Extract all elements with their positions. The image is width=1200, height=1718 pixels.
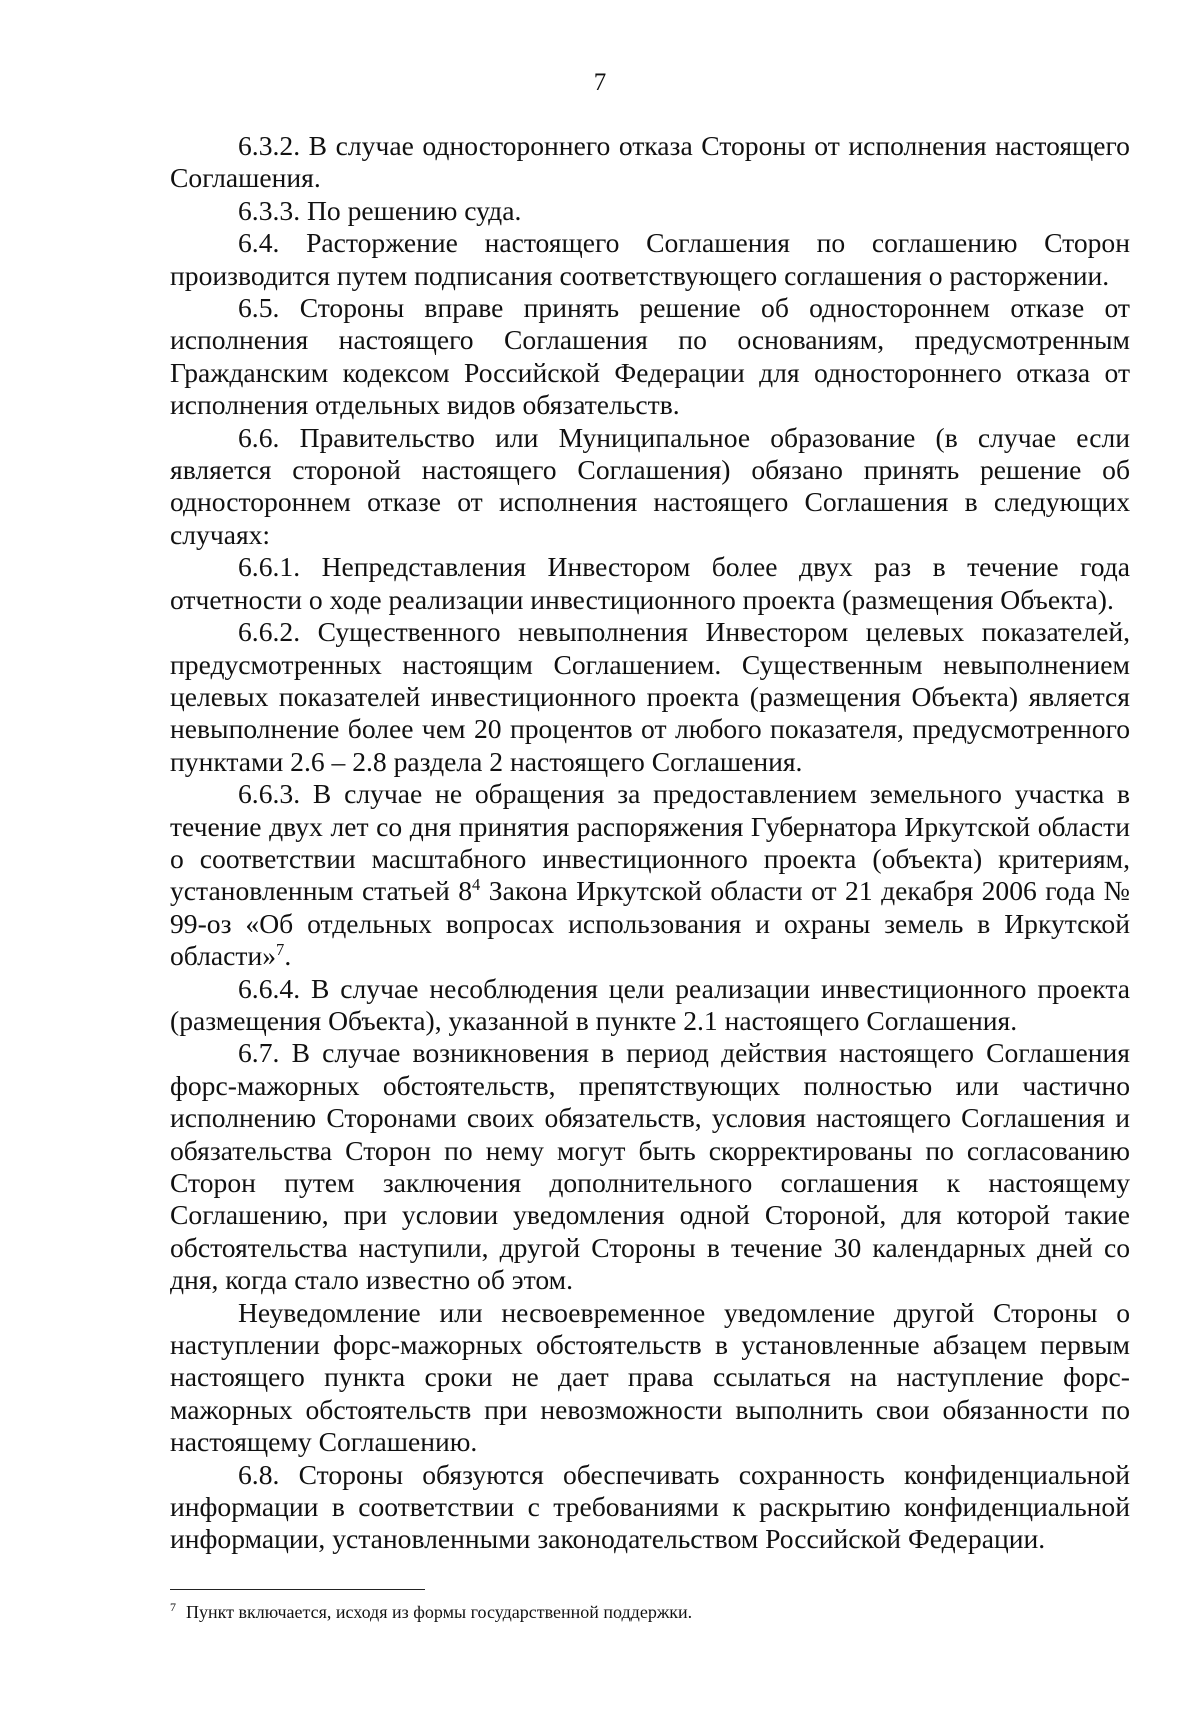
clause-number: 6.3.3. — [238, 194, 301, 226]
clause-text: Правительство или Муниципальное образование (в случае если является стороной настоящего Соглашения) обязано принять решение об одностороннем отказе от исполнения настоящего Соглашения в следующих случаях: — [170, 421, 1130, 550]
paragraph-6-6-4 — [170, 973, 1130, 1038]
clause-text: Стороны обязуются обеспечивать сохранность конфиденциальной информации в соответствии с требованиями к раскрытию конфиденциальной информации, установленными законодательством Российской Федерации. — [170, 1458, 1130, 1555]
clause-number: 6.3.2. — [238, 130, 301, 161]
clause-number: 6.5. — [238, 292, 280, 324]
clause-text: Стороны вправе принять решение об одностороннем отказе от исполнения настоящего Соглашения по основаниям, предусмотренным Гражданским кодексом Российской Федерации для одностороннего отказа от исполнения отдельных видов обязательств. — [170, 292, 1130, 421]
clause-text: Закона Иркутской области от 21 декабря 2006 года № 99-оз «Об отдельных вопросах использования и охраны земель в Иркутской области» — [170, 875, 1130, 972]
clause-text: Непредставления Инвестором более двух раз в течение года отчетности о ходе реализации инвестиционного проекта (размещения Объекта). — [170, 551, 1130, 615]
clause-text: В случае одностороннего отказа Стороны от исполнения настоящего Соглашения. — [170, 130, 1130, 194]
paragraph-6-6-1 — [170, 551, 1130, 616]
clause-number: 6.6.2. — [238, 616, 301, 648]
clause-text: . — [284, 940, 292, 972]
footnote — [170, 1600, 1130, 1624]
paragraph-6-8 — [170, 1459, 1130, 1556]
footnote-reference: 7 — [276, 939, 285, 959]
paragraph-6-4 — [170, 227, 1130, 292]
clause-text: По решению суда. — [307, 194, 522, 226]
clause-text: В случае не обращения за предоставлением земельного участка в течение двух лет со дня принятия распоряжения Губернатора Иркутской области о соответствии масштабного инвестиционного проекта (объекта) критериям, установленным статьей 8 — [170, 778, 1130, 907]
clause-number: 6.6.3. — [238, 778, 301, 810]
clause-number: 6.6.4. — [238, 972, 301, 1004]
clause-text: Неуведомление или несвоевременное уведомление другой Стороны о наступлении форс-мажорных обстоятельств в установленные абзацем первым настоящего пункта сроки не дает права ссылаться на наступление форс-мажорных обстоятельств при невозможности выполнить свои обязанности по настоящему Соглашению. — [170, 1296, 1130, 1458]
paragraph-6-7 — [170, 1037, 1130, 1296]
paragraph-6-6-3 — [170, 778, 1130, 972]
paragraph-6-6-2 — [170, 616, 1130, 778]
paragraph-6-6 — [170, 422, 1130, 552]
paragraph-6-7-notice — [170, 1297, 1130, 1459]
page-number: 7 — [593, 69, 607, 96]
clause-number: 6.7. — [238, 1037, 280, 1069]
superscript-4: 4 — [472, 875, 481, 895]
clause-number: 6.8. — [238, 1458, 280, 1490]
clause-text: Существенного невыполнения Инвестором целевых показателей, предусмотренных настоящим Соглашением. Существенным невыполнением целевых показателей инвестиционного проекта (размещения Объекта) является невыполнение более чем 20 процентов от любого показателя, предусмотренного пунктами 2.6 – 2.8 раздела 2 настоящего Соглашения. — [170, 616, 1130, 777]
clause-number: 6.6. — [238, 421, 280, 453]
paragraph-6-3-3 — [170, 195, 1130, 227]
footnote-text: Пункт включается, исходя из формы государственной поддержки. — [186, 1602, 693, 1622]
paragraph-6-5 — [170, 292, 1130, 422]
clause-text: В случае возникновения в период действия настоящего Соглашения форс-мажорных обстоятельств, препятствующих полностью или частично исполнению Сторонами своих обязательств, условия настоящего Соглашения и обязательства Сторон по нему могут быть скорректированы по согласованию Сторон путем заключения дополнительного соглашения к настоящему Соглашению, при условии уведомления одной Стороной, для которой такие обстоятельства наступили, другой Стороны в течение 30 календарных дней со дня, когда стало известно об этом. — [170, 1037, 1130, 1296]
clause-text: Расторжение настоящего Соглашения по соглашению Сторон производится путем подписания соответствующего соглашения о расторжении. — [170, 227, 1130, 291]
clause-text: В случае несоблюдения цели реализации инвестиционного проекта (размещения Объекта), указанной в пункте 2.1 настоящего Соглашения. — [170, 972, 1130, 1036]
paragraph-6-3-2 — [170, 130, 1130, 195]
document-body — [170, 130, 1130, 1556]
clause-number: 6.6.1. — [238, 551, 301, 583]
footnote-mark: 7 — [170, 1600, 176, 1614]
clause-number: 6.4. — [238, 227, 280, 259]
footnote-divider — [170, 1589, 425, 1590]
